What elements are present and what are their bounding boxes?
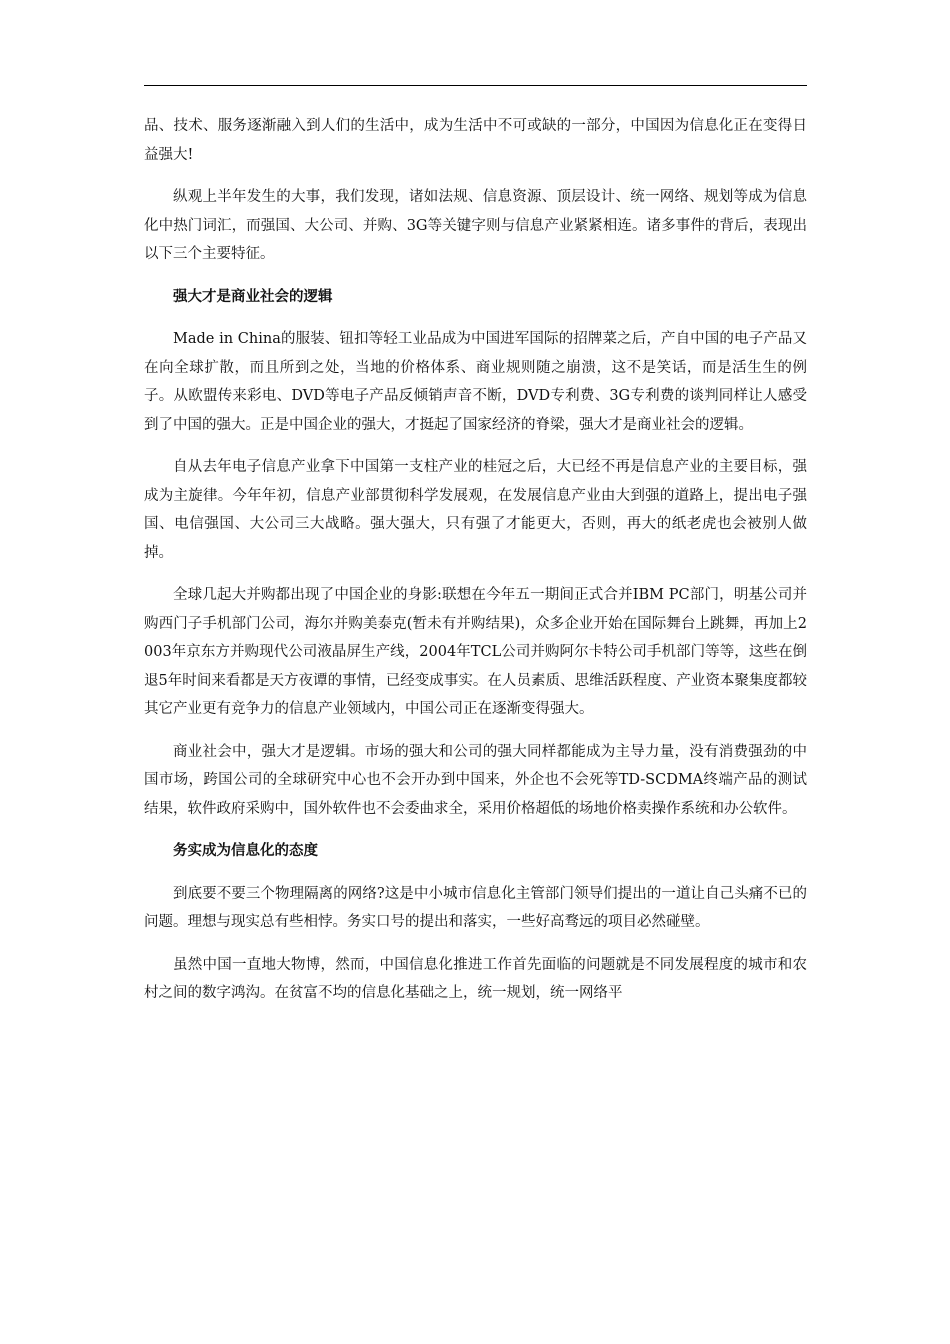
paragraph-business-logic: 商业社会中，强大才是逻辑。市场的强大和公司的强大同样都能成为主导力量，没有消费强劲的中国市场，跨国公司的全球研究中心也不会开办到中国来，外企也不会死等TD-SCDMA终端产品的测试结果，软件政府采购中，国外软件也不会委曲求全，采用价格超低的场地价格卖操作系统和办公软件。 [144, 743, 807, 817]
paragraph-three-networks: 到底要不要三个物理隔离的网络?这是中小城市信息化主管部门领导们提出的一道让自己头痛不已的问题。理想与现实总有些相悖。务实口号的提出和落实，一些好高骛远的项目必然碰壁。 [144, 885, 807, 930]
paragraph-overview: 纵观上半年发生的大事，我们发现，诸如法规、信息资源、顶层设计、统一网络、规划等成为信息化中热门词汇，而强国、大公司、并购、3G等关键字则与信息产业紧紧相连。诸多事件的背后，表现出以下三个主要特征。 [144, 189, 807, 262]
header-rule [144, 85, 807, 86]
paragraph-made-in-china: Made in China的服装、钮扣等轻工业品成为中国进军国际的招牌菜之后，产自中国的电子产品又在向全球扩散，而且所到之处，当地的价格体系、商业规则随之崩溃，这不是笑话，而是活生生的例子。从欧盟传来彩电、DVD等电子产品反倾销声音不断，DVD专利费、3G专利费的谈判同样让人感受到了中国的强大。正是中国企业的强大，才挺起了国家经济的脊梁，强大才是商业社会的逻辑。 [144, 331, 807, 433]
paragraph-global-mergers: 全球几起大并购都出现了中国企业的身影:联想在今年五一期间正式合并IBM PC部门，明基公司并购西门子手机部门公司，海尔并购美泰克(暂未有并购结果)，众多企业开始在国际舞台上跳舞，再加上2003年京东方并购现代公司液晶屏生产线，2004年TCL公司并购阿尔卡特公司手机部门等等，这些在倒退5年时间来看都是天方夜谭的事情，已经变成事实。在人员素质、思维活跃程度、产业资本聚集度都较其它产业更有竞争力的信息产业领域内，中国公司正在逐渐变得强大。 [144, 587, 807, 717]
section-heading-strength: 强大才是商业社会的逻辑 [173, 288, 333, 305]
section-heading-pragmatism: 务实成为信息化的态度 [173, 843, 318, 859]
paragraph-digital-divide: 虽然中国一直地大物博，然而，中国信息化推进工作首先面临的问题就是不同发展程度的城市和农村之间的数字鸿沟。在贫富不均的信息化基础之上，统一规划，统一网络平 [144, 956, 807, 1001]
paragraph-industry-strategy: 自从去年电子信息产业拿下中国第一支柱产业的桂冠之后，大已经不再是信息产业的主要目标，强成为主旋律。今年年初，信息产业部贯彻科学发展观，在发展信息产业由大到强的道路上，提出电子强国、电信强国、大公司三大战略。强大强大，只有强了才能更大，否则，再大的纸老虎也会被别人做掉。 [144, 459, 807, 561]
paragraph-intro-continued: 品、技术、服务逐渐融入到人们的生活中，成为生活中不可或缺的一部分，中国因为信息化正在变得日益强大! [144, 118, 807, 163]
document-body [144, 112, 807, 1022]
